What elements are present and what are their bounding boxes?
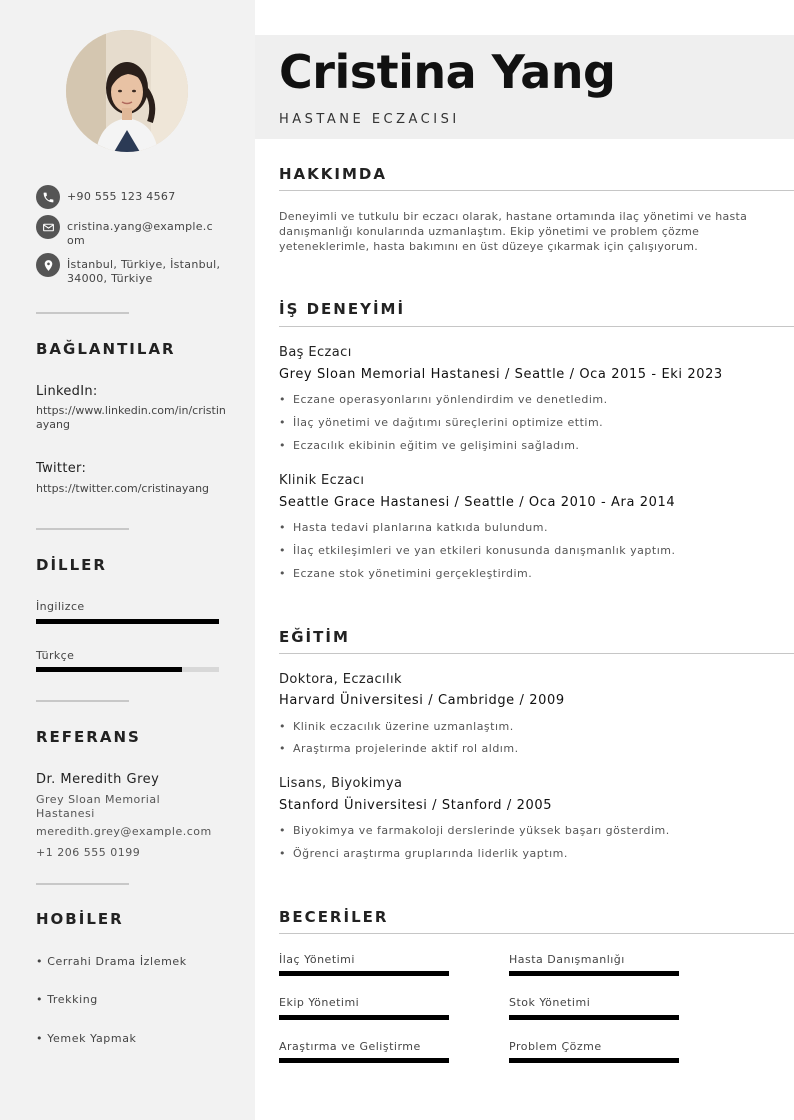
job-role: Baş Eczacı	[279, 345, 352, 360]
about-heading: HAKKIMDA	[279, 165, 387, 183]
reference-email[interactable]: meredith.grey@example.com	[36, 825, 212, 838]
profile-photo	[66, 30, 188, 152]
divider	[36, 528, 129, 530]
skill-label: Hasta Danışmanlığı	[509, 953, 625, 966]
job-bullet: • İlaç yönetimi ve dağıtımı süreçlerini optimize ettim.	[279, 416, 603, 429]
education-degree: Doktora, Eczacılık	[279, 672, 402, 687]
skill-bar	[279, 971, 449, 976]
twitter-link[interactable]: https://twitter.com/cristinayang	[36, 482, 210, 495]
skill-bar	[509, 1058, 679, 1063]
job-org: Grey Sloan Memorial Hastanesi / Seattle / Oca 2015 - Eki 2023	[279, 367, 723, 382]
job-org: Seattle Grace Hastanesi / Seattle / Oca 2010 - Ara 2014	[279, 495, 676, 510]
envelope-icon	[36, 215, 60, 239]
language-level-fill	[36, 619, 219, 624]
hobby-item: • Trekking	[36, 993, 98, 1006]
job-bullet: • İlaç etkileşimleri ve yan etkileri konusunda danışmanlık yaptım.	[279, 544, 675, 557]
skill-fill	[279, 1058, 449, 1063]
reference-heading: REFERANS	[36, 728, 141, 746]
skill-bar	[279, 1058, 449, 1063]
skill-label: Ekip Yönetimi	[279, 996, 360, 1009]
phone-text: +90 555 123 4567	[67, 190, 176, 203]
skill-bar	[509, 1015, 679, 1020]
hobby-item: • Yemek Yapmak	[36, 1032, 137, 1045]
section-rule	[279, 190, 794, 191]
contact-phone	[36, 185, 217, 209]
job-role: Klinik Eczacı	[279, 473, 365, 488]
main-content	[255, 0, 794, 1120]
divider	[36, 700, 129, 702]
language-level-bar	[36, 619, 219, 624]
reference-org: Grey Sloan Memorial Hastanesi	[36, 793, 161, 820]
language-level-fill	[36, 667, 182, 672]
reference-name: Dr. Meredith Grey	[36, 772, 160, 787]
language-name: İngilizce	[36, 600, 85, 613]
skill-fill	[279, 971, 449, 976]
education-bullet: • Öğrenci araştırma gruplarında liderlik yaptım.	[279, 847, 568, 860]
about-text: Deneyimli ve tutkulu bir eczacı olarak, hastane ortamında ilaç yönetimi ve hasta danışmanlığı konularında uzmanlaştım. Ekip yönetimi ve problem çözme yeteneklerimle, hasta bakımını en üst düzeye çıkarmak için çalışıyorum.	[279, 210, 748, 253]
hobbies-heading: HOBİLER	[36, 910, 124, 928]
skill-bar	[509, 971, 679, 976]
language-name: Türkçe	[36, 649, 75, 662]
skill-bar	[279, 1015, 449, 1020]
skills-heading: BECERİLER	[279, 908, 389, 926]
job-bullet: • Eczacılık ekibinin eğitim ve gelişimini sağladım.	[279, 439, 579, 452]
links-heading: BAĞLANTILAR	[36, 340, 176, 358]
language-level-bar	[36, 667, 219, 672]
skill-fill	[509, 971, 679, 976]
skill-label: Stok Yönetimi	[509, 996, 591, 1009]
twitter-label: Twitter:	[36, 461, 87, 476]
contact-address	[36, 253, 227, 286]
education-degree: Lisans, Biyokimya	[279, 776, 403, 791]
job-bullet: • Eczane stok yönetimini gerçekleştirdim.	[279, 567, 532, 580]
education-school: Harvard Üniversitesi / Cambridge / 2009	[279, 693, 565, 708]
hobby-item: • Cerrahi Drama İzlemek	[36, 955, 187, 968]
skill-fill	[279, 1015, 449, 1020]
skill-label: Araştırma ve Geliştirme	[279, 1040, 421, 1053]
hobby-label: Cerrahi Drama İzlemek	[47, 955, 187, 968]
person-name: Cristina Yang	[279, 45, 616, 99]
skill-label: Problem Çözme	[509, 1040, 602, 1053]
contact-email	[36, 215, 217, 248]
job-bullet: • Hasta tedavi planlarına katkıda bulundum.	[279, 521, 548, 534]
linkedin-link[interactable]: https://www.linkedin.com/in/cristinayang	[36, 404, 226, 431]
section-rule	[279, 933, 794, 934]
job-bullet: • Eczane operasyonlarını yönlendirdim ve denetledim.	[279, 393, 608, 406]
reference-phone: +1 206 555 0199	[36, 846, 141, 859]
map-pin-icon	[36, 253, 60, 277]
education-bullet: • Biyokimya ve farmakoloji derslerinde yüksek başarı gösterdim.	[279, 824, 670, 837]
section-rule	[279, 653, 794, 654]
education-bullet: • Araştırma projelerinde aktif rol aldım.	[279, 742, 519, 755]
education-heading: EĞİTİM	[279, 628, 350, 646]
divider	[36, 312, 129, 314]
job-title: HASTANE ECZACISI	[279, 112, 460, 127]
hobby-label: Trekking	[47, 993, 98, 1006]
education-school: Stanford Üniversitesi / Stanford / 2005	[279, 798, 553, 813]
address-text: İstanbul, Türkiye, İstanbul, 34000, Türkiye	[67, 258, 221, 285]
phone-icon	[36, 185, 60, 209]
skill-label: İlaç Yönetimi	[279, 953, 355, 966]
education-bullet: • Klinik eczacılık üzerine uzmanlaştım.	[279, 720, 514, 733]
hobby-label: Yemek Yapmak	[47, 1032, 137, 1045]
skill-fill	[509, 1015, 679, 1020]
linkedin-label: LinkedIn:	[36, 384, 98, 399]
section-rule	[279, 326, 794, 327]
email-text[interactable]: cristina.yang@example.com	[67, 220, 213, 247]
divider	[36, 883, 129, 885]
sidebar	[0, 0, 255, 1120]
languages-heading: DİLLER	[36, 556, 107, 574]
experience-heading: İŞ DENEYİMİ	[279, 300, 406, 318]
skill-fill	[509, 1058, 679, 1063]
